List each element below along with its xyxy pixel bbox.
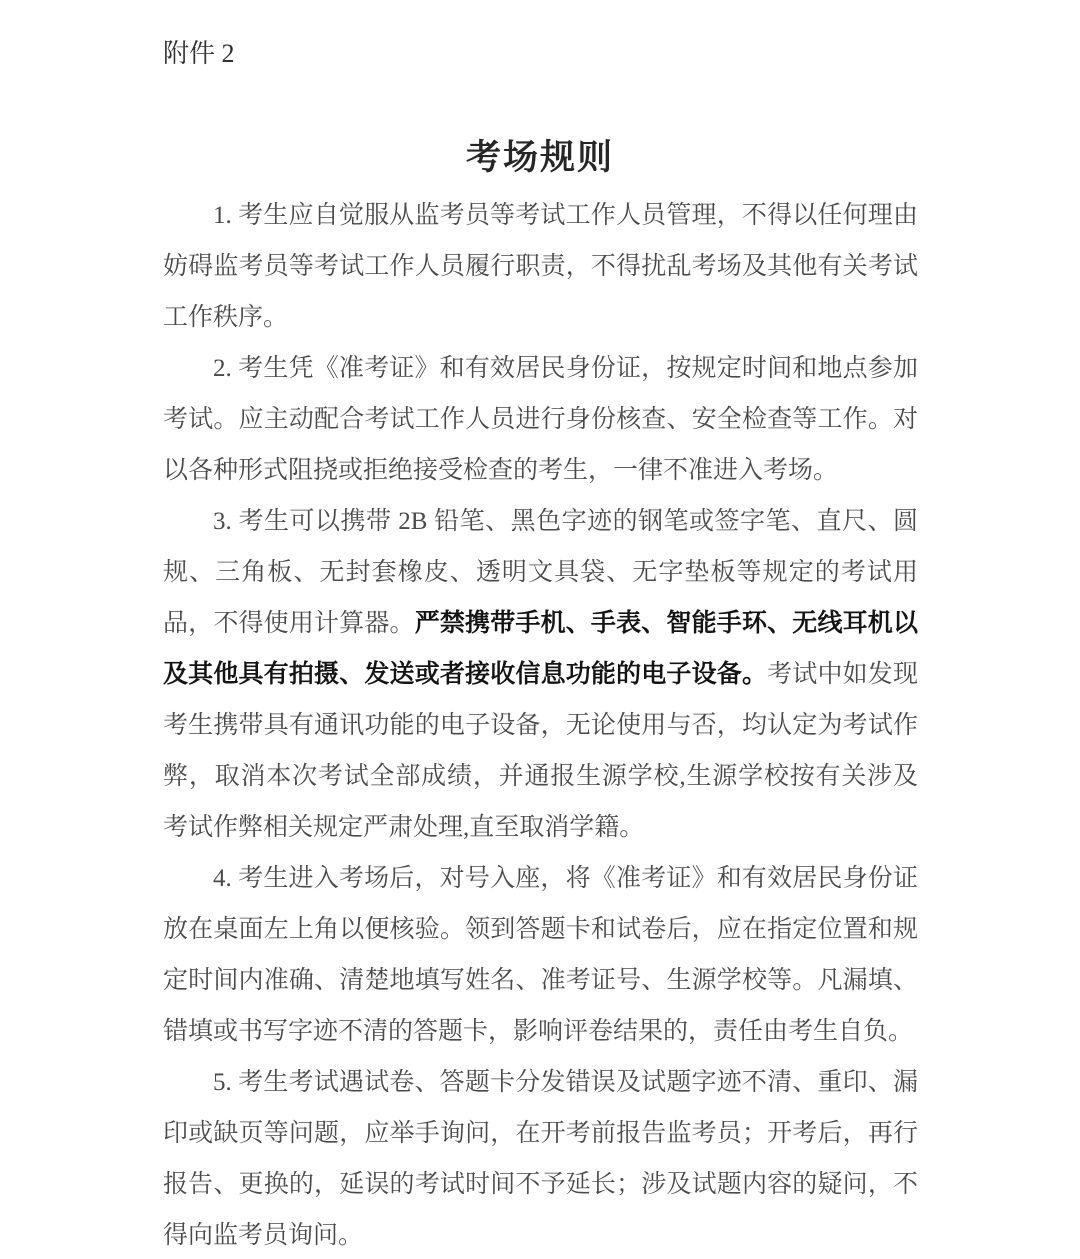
rule-paragraph-4 [163,853,918,1057]
rule-paragraph-1 [163,190,918,343]
rule-3-tail-text: 考试中如发现考生携带具有通讯功能的电子设备，无论使用与否，均认定为考试作弊，取消本次考试全部成绩，并通报生源学校,生源学校按有关涉及考试作弊相关规定严肃处理,直至取消学籍。 [163,661,918,841]
attachment-label: 附件 2 [163,39,235,68]
rule-4-text: 4. 考生进入考场后，对号入座，将《准考证》和有效居民身份证放在桌面左上角以便核验。领到答题卡和试卷后，应在指定位置和规定时间内准确、清楚地填写姓名、准考证号、生源学校等。凡漏填、错填或书写字迹不清的答题卡，影响评卷结果的，责任由考生自负。 [163,865,918,1045]
rule-paragraph-5 [163,1057,918,1259]
rule-paragraph-2 [163,343,918,496]
rule-2-text: 2. 考生凭《准考证》和有效居民身份证，按规定时间和地点参加考试。应主动配合考试工作人员进行身份核查、安全检查等工作。对以各种形式阻挠或拒绝接受检查的考生，一律不准进入考场。 [163,355,918,484]
rule-3-lead-text: 3. 考生可以携带 2B 铅笔、黑色字迹的钢笔或签字笔、直尺、圆规、三角板、无封套橡皮、透明文具袋、无字垫板等规定的考试用品，不得使用计算器。 [163,508,918,637]
rule-5-text: 5. 考生考试遇试卷、答题卡分发错误及试题字迹不清、重印、漏印或缺页等问题，应举手询问，在开考前报告监考员；开考后，再行报告、更换的，延误的考试时间不予延长；涉及试题内容的疑问，不得向监考员询问。 [163,1069,918,1249]
rule-3-emphasis-text: 严禁携带手机、手表、智能手环、无线耳机以及其他具有拍摄、发送或者接收信息功能的电子设备。 [163,610,918,688]
document-title: 考场规则 [465,138,614,177]
document-body [163,190,918,1259]
rule-paragraph-3 [163,496,918,853]
rule-1-text: 1. 考生应自觉服从监考员等考试工作人员管理，不得以任何理由妨碍监考员等考试工作人员履行职责，不得扰乱考场及其他有关考试工作秩序。 [163,202,918,331]
